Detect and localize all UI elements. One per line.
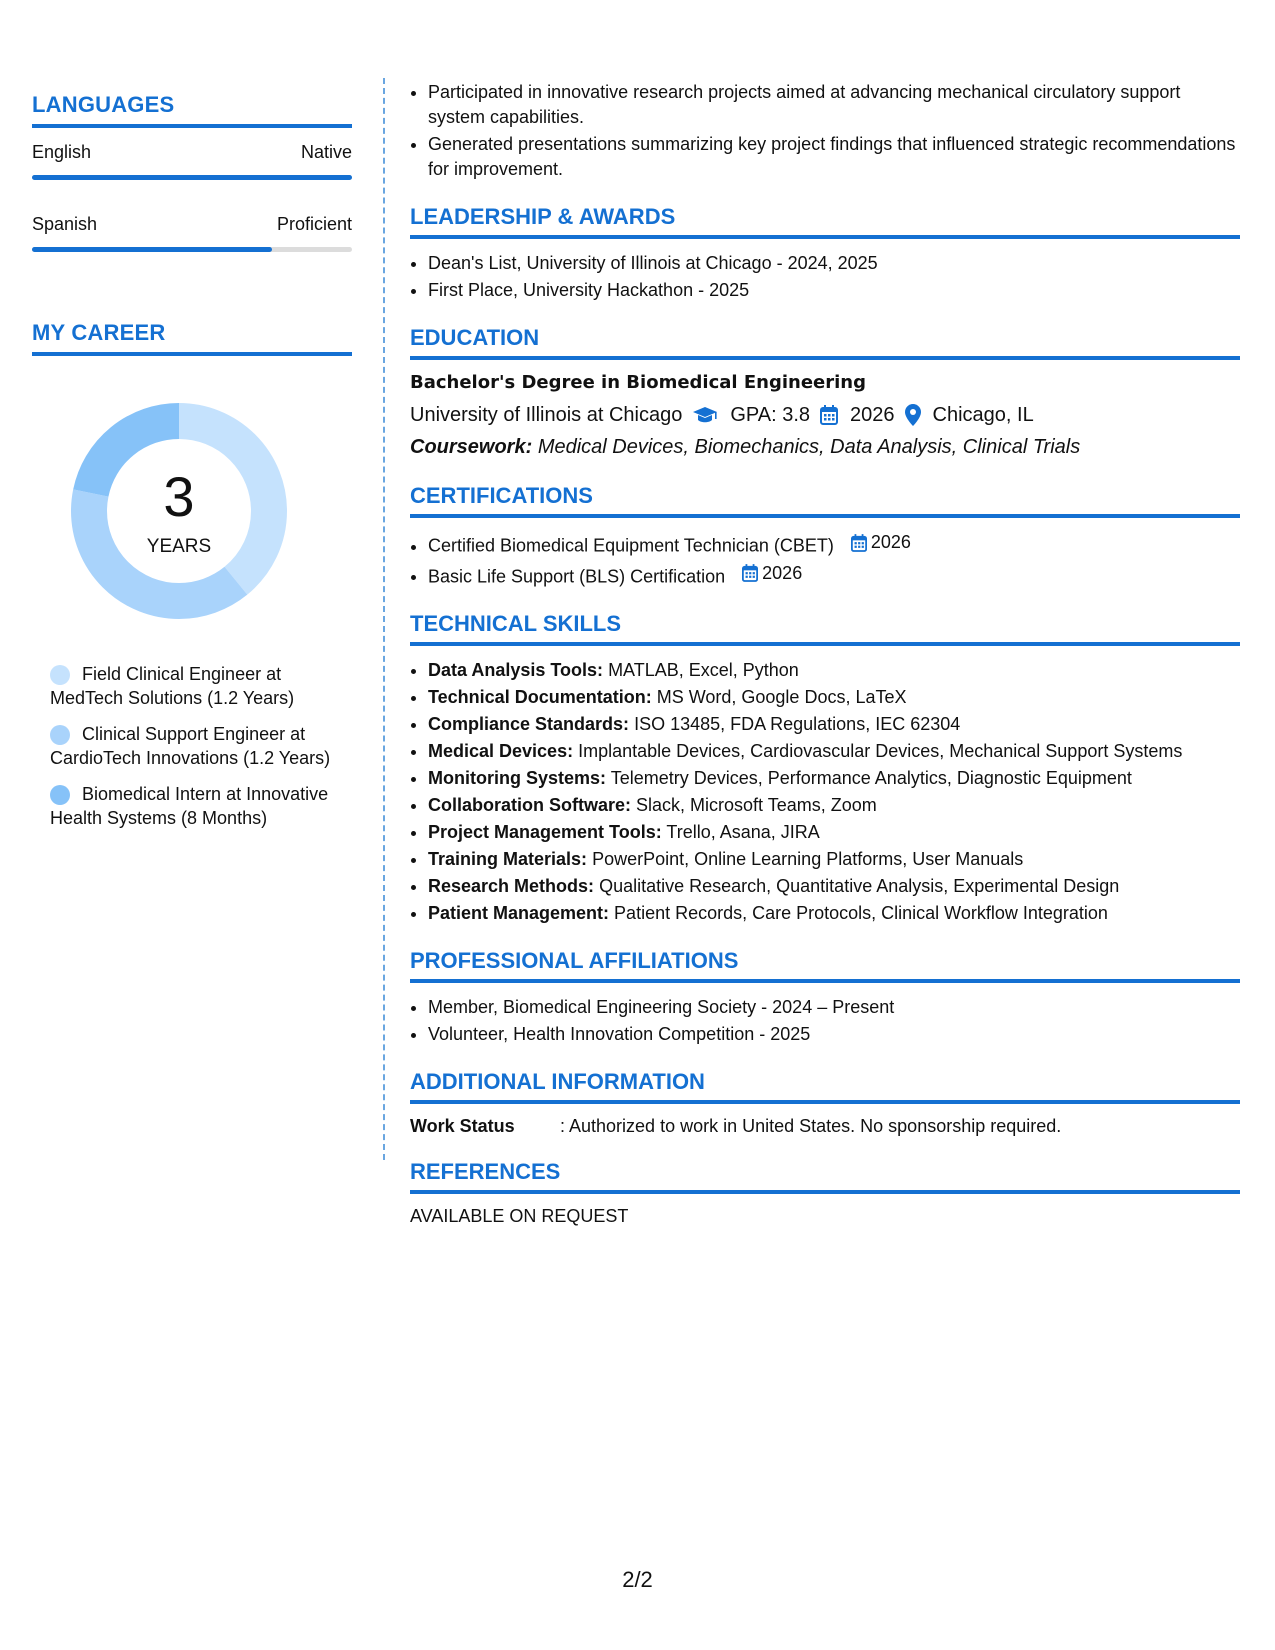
language-proficiency-fill <box>32 247 272 252</box>
certification-date: 2026 <box>762 562 803 583</box>
experience-bullet: • Participated in innovative research projects aimed at advancing mechanical circulatory support system capabilities. <box>428 80 1240 130</box>
skill-item <box>428 766 1240 791</box>
leadership-list <box>410 251 1240 303</box>
skill-item <box>428 658 1240 683</box>
career-total-number: 3 <box>163 465 195 528</box>
skill-label: Medical Devices: <box>428 741 574 761</box>
skill-label: Collaboration Software: <box>428 795 632 815</box>
skill-value: MS Word, Google Docs, LaTeX <box>656 687 907 707</box>
certifications-title: CERTIFICATIONS <box>410 483 1240 518</box>
language-proficiency-bar <box>32 175 352 180</box>
affiliation-item: • Volunteer, Health Innovation Competition - 2025 <box>428 1022 1240 1047</box>
coursework-value: Medical Devices, Biomechanics, Data Analysis, Clinical Trials <box>537 436 1081 458</box>
skill-label: Project Management Tools: <box>428 822 662 842</box>
career-legend-item <box>50 782 340 830</box>
skill-value: Slack, Microsoft Teams, Zoom <box>636 795 877 815</box>
career-title: MY CAREER <box>32 320 352 356</box>
career-legend <box>50 662 340 830</box>
left-column <box>32 92 352 842</box>
coursework-label: Coursework: <box>410 436 533 458</box>
languages-title: LANGUAGES <box>32 92 352 128</box>
education-coursework <box>410 433 1240 461</box>
certification-name: Basic Life Support (BLS) Certification <box>428 566 726 586</box>
calendar-icon <box>742 564 758 582</box>
certification-date: 2026 <box>870 532 911 552</box>
skill-label: Compliance Standards: <box>428 714 630 734</box>
skill-label: Technical Documentation: <box>428 687 652 707</box>
language-level: Native <box>300 142 352 162</box>
career-legend-item <box>50 662 340 710</box>
skill-value: PowerPoint, Online Learning Platforms, User Manuals <box>592 849 1024 869</box>
language-name: Spanish <box>32 214 98 234</box>
education-school: University of Illinois at Chicago <box>410 404 683 426</box>
references-text: AVAILABLE ON REQUEST <box>410 1206 629 1226</box>
skill-value: MATLAB, Excel, Python <box>608 660 799 680</box>
leadership-item: • First Place, University Hackathon - 2025 <box>428 278 1240 303</box>
education-location: Chicago, IL <box>932 404 1034 426</box>
skill-label: Patient Management: <box>428 903 610 923</box>
language-proficiency-bar <box>32 247 352 252</box>
career-total-unit: YEARS <box>146 536 212 557</box>
certifications-list <box>410 530 1240 589</box>
skill-value: Telemetry Devices, Performance Analytics, Diagnostic Equipment <box>610 768 1132 788</box>
education-entry <box>410 372 1240 461</box>
education-year: 2026 <box>850 404 895 426</box>
affiliations-title: PROFESSIONAL AFFILIATIONS <box>410 948 1240 983</box>
language-item <box>32 214 352 252</box>
language-name: English <box>32 142 92 162</box>
experience-bullet: • Generated presentations summarizing key project findings that influenced strategic recommendations for improvement. <box>428 132 1240 182</box>
work-status-label: Work Status <box>410 1116 515 1136</box>
skill-item <box>428 847 1240 872</box>
skill-label: Data Analysis Tools: <box>428 660 604 680</box>
skill-item <box>428 793 1240 818</box>
skill-item <box>428 874 1240 899</box>
education-title: EDUCATION <box>410 325 1240 360</box>
career-donut-chart <box>64 396 294 626</box>
skill-value: Implantable Devices, Cardiovascular Devices, Mechanical Support Systems <box>578 741 1183 761</box>
certification-item <box>428 530 1240 559</box>
leadership-item: • Dean's List, University of Illinois at Chicago - 2024, 2025 <box>428 251 1240 276</box>
skill-item <box>428 685 1240 710</box>
skill-item <box>428 712 1240 737</box>
education-gpa: GPA: 3.8 <box>730 404 811 426</box>
experience-bullets <box>410 80 1240 182</box>
graduation-cap-icon <box>692 405 718 425</box>
calendar-icon <box>851 534 867 552</box>
education-degree: Bachelor's Degree in Biomedical Engineering <box>410 372 866 393</box>
skill-label: Research Methods: <box>428 876 595 896</box>
legend-dot <box>50 665 70 685</box>
skill-label: Monitoring Systems: <box>428 768 607 788</box>
language-proficiency-fill <box>32 175 352 180</box>
skill-item <box>428 901 1240 926</box>
page-number: 2/2 <box>622 1567 653 1592</box>
leadership-title: LEADERSHIP & AWARDS <box>410 204 1240 239</box>
skills-list <box>410 658 1240 926</box>
skill-value: Qualitative Research, Quantitative Analysis, Experimental Design <box>599 876 1120 896</box>
skill-value: ISO 13485, FDA Regulations, IEC 62304 <box>634 714 961 734</box>
skill-item <box>428 739 1240 764</box>
references-title: REFERENCES <box>410 1159 1240 1194</box>
career-section <box>32 320 352 830</box>
affiliations-list <box>410 995 1240 1047</box>
career-legend-label: Field Clinical Engineer at MedTech Solutions (1.2 Years) <box>50 664 295 708</box>
skills-title: TECHNICAL SKILLS <box>410 611 1240 646</box>
skill-value: Trello, Asana, JIRA <box>666 822 820 842</box>
right-column <box>410 80 1240 1227</box>
location-pin-icon <box>905 404 921 426</box>
career-legend-label: Clinical Support Engineer at CardioTech Innovations (1.2 Years) <box>50 724 331 768</box>
column-divider <box>383 78 385 1160</box>
certification-name: Certified Biomedical Equipment Technician (CBET) <box>428 535 834 556</box>
calendar-icon <box>820 405 838 425</box>
education-details <box>410 401 1240 429</box>
language-item <box>32 142 352 180</box>
work-status-row <box>410 1116 1240 1137</box>
certification-item <box>428 561 1240 590</box>
language-level: Proficient <box>276 214 352 234</box>
skill-value: Patient Records, Care Protocols, Clinical Workflow Integration <box>614 903 1108 923</box>
work-status-value: : Authorized to work in United States. No sponsorship required. <box>560 1116 1062 1136</box>
career-legend-label: Biomedical Intern at Innovative Health Systems (8 Months) <box>50 784 329 828</box>
career-legend-item <box>50 722 340 770</box>
additional-info-title: ADDITIONAL INFORMATION <box>410 1069 1240 1104</box>
skill-label: Training Materials: <box>428 849 588 869</box>
legend-dot <box>50 785 70 805</box>
legend-dot <box>50 725 70 745</box>
skill-item <box>428 820 1240 845</box>
affiliation-item: • Member, Biomedical Engineering Society - 2024 – Present <box>428 995 1240 1020</box>
